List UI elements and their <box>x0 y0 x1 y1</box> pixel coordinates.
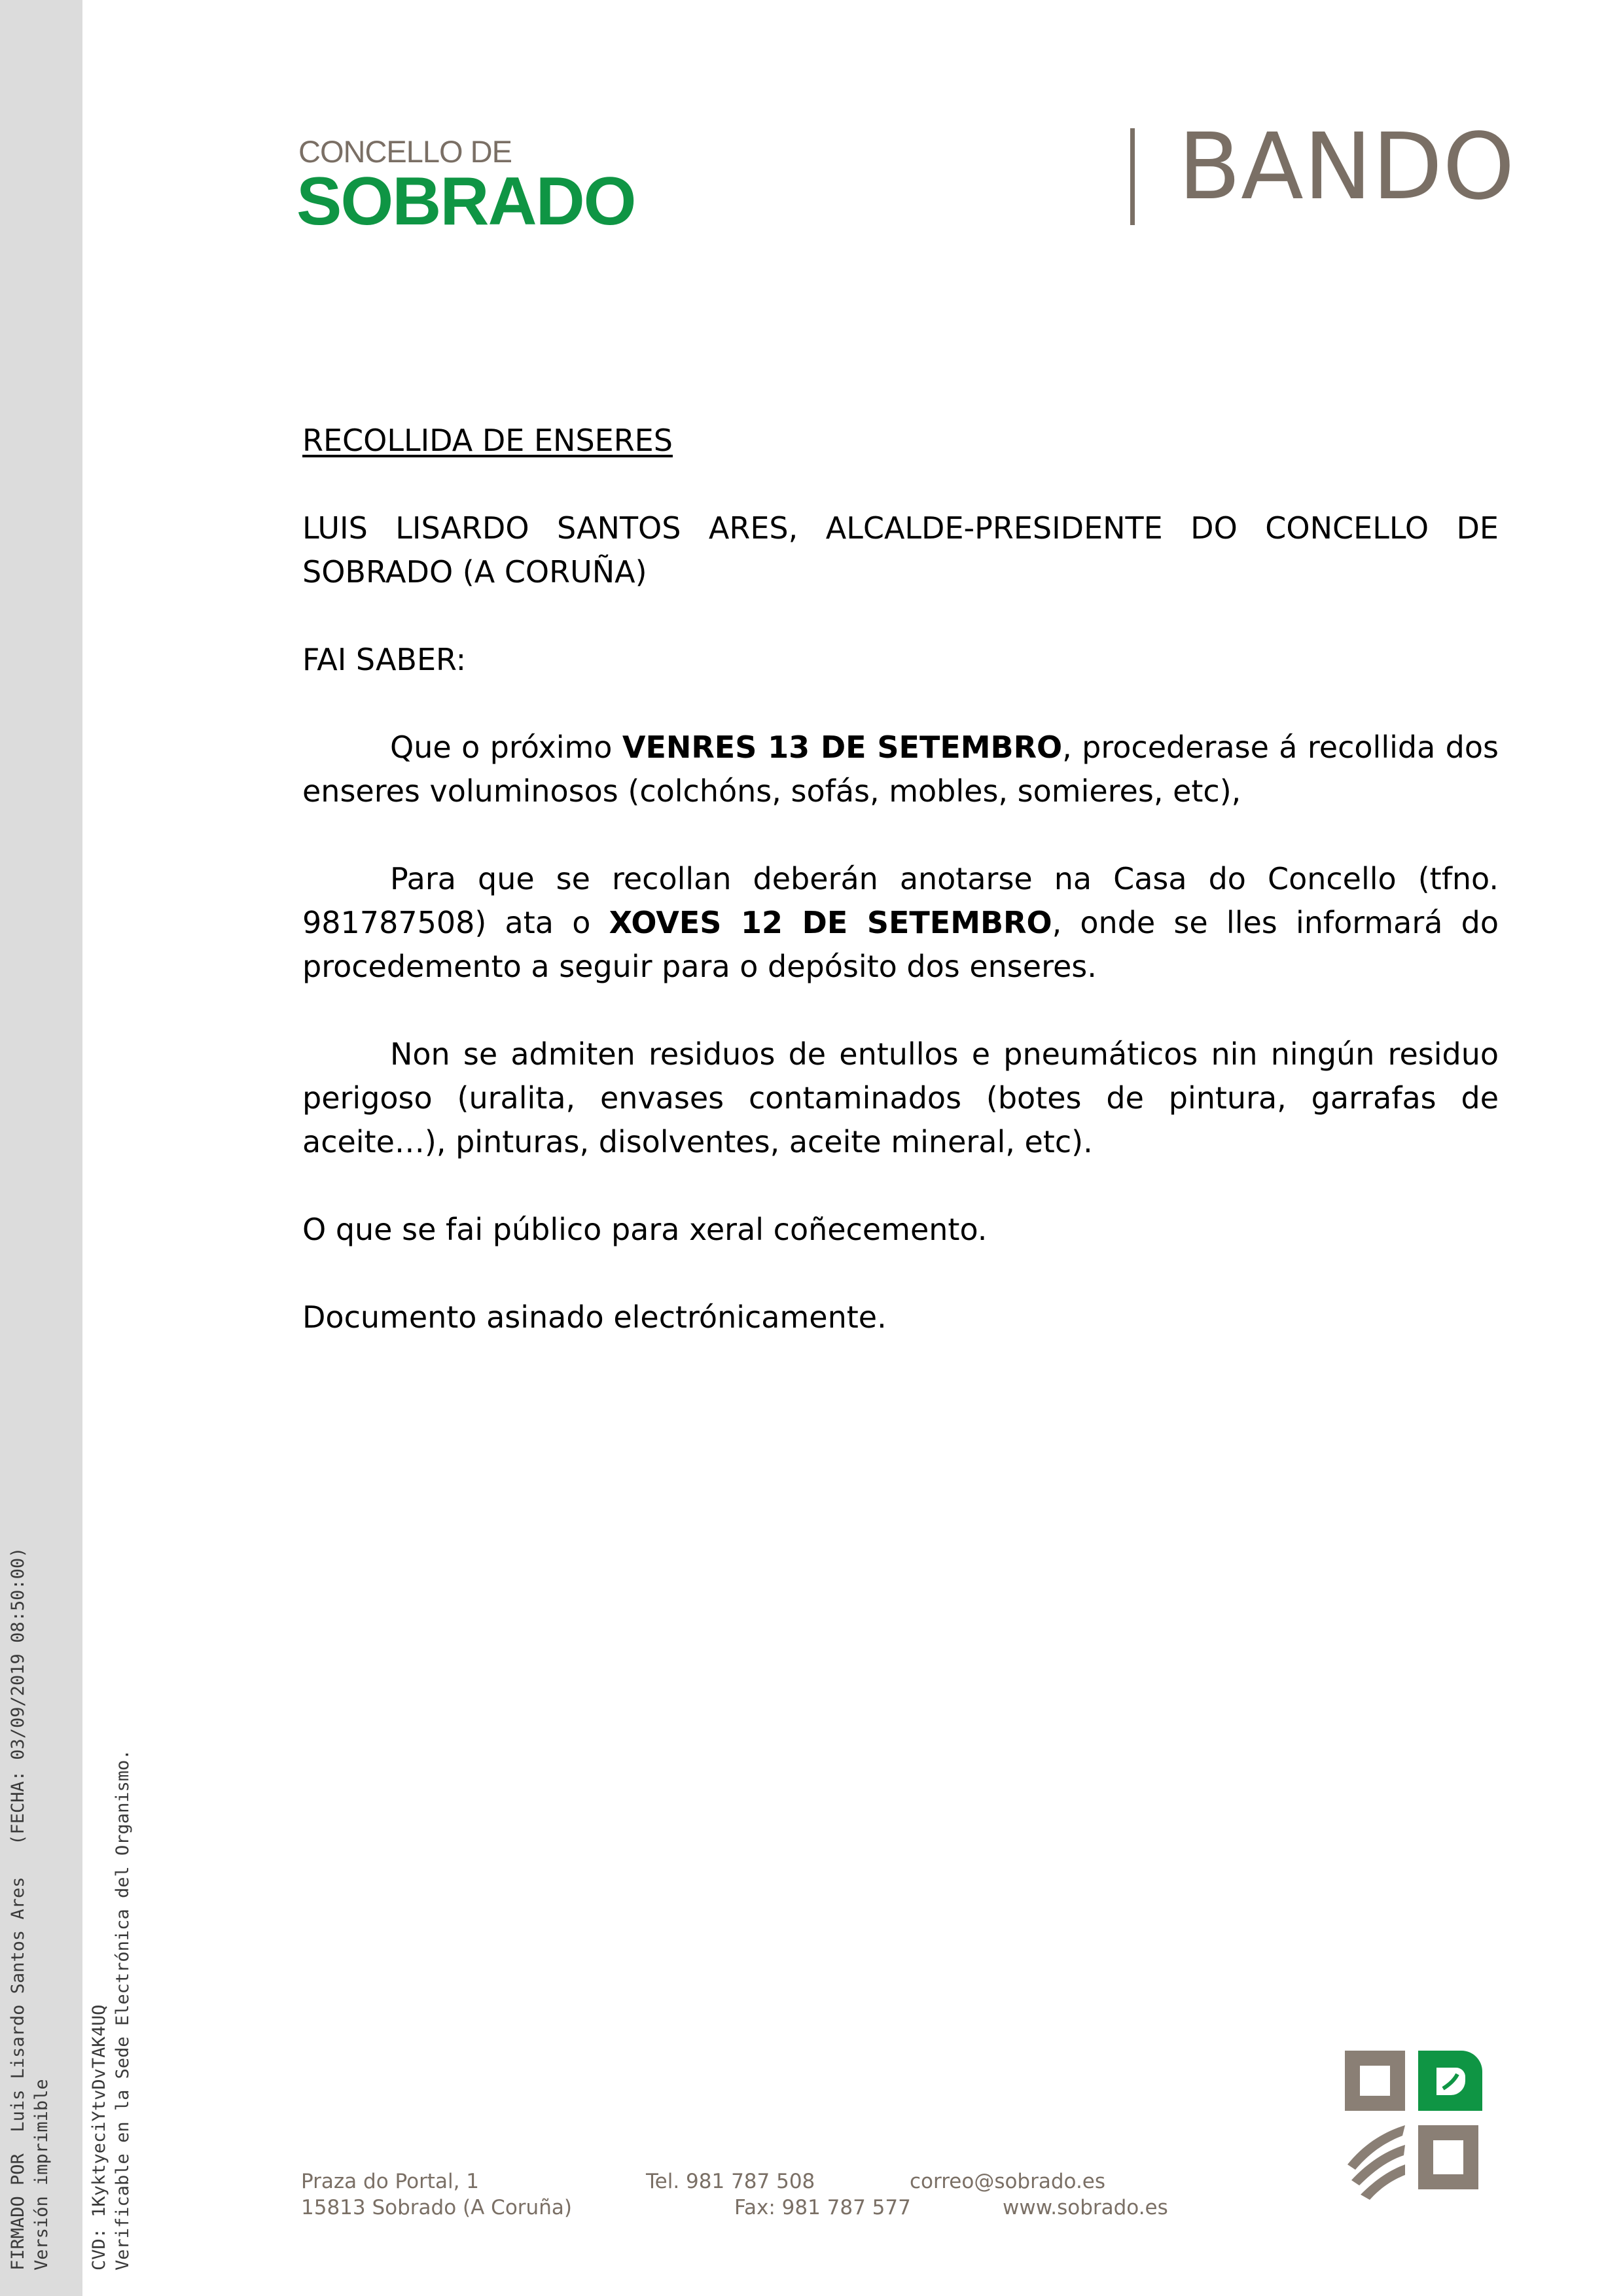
paragraph-excluded-waste: Non se admiten residuos de entullos e pneumáticos nin ningún residuo perigoso (uralita, envases contaminados (botes de pintura, garrafas de aceite…), pinturas, disolventes, aceite mineral, etc). <box>302 1036 1499 1159</box>
paragraph-registration <box>302 857 1499 989</box>
footer-address-2: 15813 Sobrado (A Coruña) <box>301 2196 572 2219</box>
document-type: BANDO <box>1178 114 1515 221</box>
document-body <box>302 419 1499 1383</box>
registration-deadline: XOVES 12 DE SETEMBRO <box>609 905 1052 940</box>
footer-fax: Fax: 981 787 577 <box>734 2196 911 2219</box>
collection-date: VENRES 13 DE SETEMBRO <box>622 730 1063 765</box>
author-line: LUIS LISARDO SANTOS ARES, ALCALDE-PRESIDENTE DO CONCELLO DE SOBRADO (A CORUÑA) <box>302 510 1499 590</box>
p1-text-end: , procederase á recollida dos enseres voluminosos (colchóns, sofás, mobles, somieres, etc), <box>302 730 1499 809</box>
footer-email: correo@sobrado.es <box>910 2170 1106 2193</box>
p2-text-end: , onde se lles informará do procedemento a seguir para o depósito dos enseres. <box>302 905 1499 984</box>
public-notice: O que se fai público para xeral coñecemento. <box>302 1212 988 1247</box>
verify-line: Verificable en la Sede Electrónica del Organismo. <box>113 1749 133 2270</box>
signed-notice: Documento asinado electrónicamente. <box>302 1299 887 1335</box>
document-title: RECOLLIDA DE ENSERES <box>302 423 673 458</box>
footer-tel: Tel. 981 787 508 <box>646 2170 815 2193</box>
version-line: Versión imprimible <box>31 2079 52 2270</box>
fai-saber: FAI SABER: <box>302 642 467 677</box>
logo-small-text: CONCELLO DE <box>298 134 512 169</box>
footer-web: www.sobrado.es <box>1003 2196 1168 2219</box>
municipal-emblem-icon <box>1345 2045 1482 2200</box>
paragraph-collection-date <box>302 726 1499 813</box>
footer-address-1: Praza do Portal, 1 <box>301 2170 480 2193</box>
logo-large-text: SOBRADO <box>296 164 635 239</box>
cvd-line: CVD: 1KyktyeciYtvDvTAK4UQ <box>89 2004 109 2270</box>
p2-text: Para que se recollan deberán anotarse na Casa do Concello (tfno. 981787508) ata o <box>302 861 1499 940</box>
signature-line: FIRMADO POR Luis Lisardo Santos Ares (FECHA: 03/09/2019 08:50:00) <box>8 1547 28 2270</box>
header-divider <box>1130 128 1135 225</box>
p1-text: Que o próximo <box>390 730 622 765</box>
